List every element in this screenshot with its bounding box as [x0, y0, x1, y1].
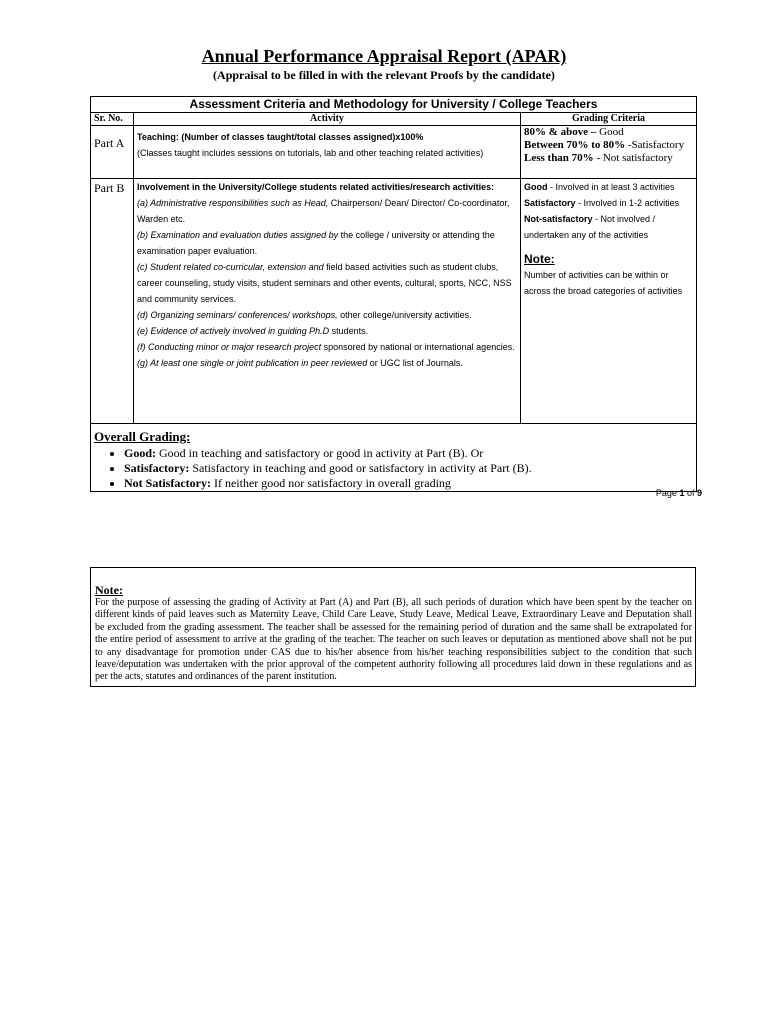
grade-line: 80% & above – Good [524, 126, 624, 138]
part-a-teaching-formula: Teaching: (Number of classes taught/total classes assigned)x100% [137, 132, 424, 142]
page-number: Page 1 of 9 [655, 488, 702, 498]
list-item: (g) At least one single or joint publication in peer reviewed or UGC list of Journals. [137, 358, 463, 368]
list-item: • Not Satisfactory: If neither good nor satisfactory in overall grading [124, 476, 693, 491]
part-b-note-heading: Note: [524, 252, 555, 266]
assessment-table [90, 96, 697, 492]
part-a-grading [521, 126, 697, 179]
part-b-activity [134, 179, 521, 424]
table-title: Assessment Criteria and Methodology for University / College Teachers [91, 97, 697, 113]
grade-line: Less than 70% - Not satisfactory [524, 152, 673, 164]
part-b-label: Part B [91, 179, 134, 424]
column-header-activity: Activity [134, 113, 521, 126]
grade-line: Between 70% to 80% -Satisfactory [524, 139, 685, 151]
column-header-sr-no: Sr. No. [91, 113, 134, 126]
note-body: For the purpose of assessing the grading of Activity at Part (A) and Part (B), all such periods of duration which have been spent by the teacher on different kinds of paid leaves such as Maternity Leave, Child Care Leave, Study Leave, Medical Leave, Extraordinary Leave and Deputation shall be excluded from the grading assessment. The teacher shall be assessed for the remaining period of duration and the same shall be extrapolated for the entire period of assessment to arrive at the grading of the teacher. The teacher on such leaves or deputation as mentioned above shall not be put to any disadvantage for promotion under CAS due to his/her absence from his/her teaching responsibilities subject to the condition that such leave/deputation was undertaken with the prior approval of the competent authority following all procedures laid down in these regulations and as per the acts, statutes and ordinances of the parent institution. [95, 597, 692, 683]
note-box [90, 567, 696, 687]
note-heading: Note: [95, 583, 123, 597]
column-header-grading: Grading Criteria [521, 113, 697, 126]
part-b-intro: Involvement in the University/College students related activities/research activities: [137, 182, 495, 192]
part-a-teaching-note: (Classes taught includes sessions on tutorials, lab and other teaching related activities) [137, 148, 484, 158]
list-item: (c) Student related co-curricular, extension and field based activities such as student clubs, career counseling, study visits, student seminars and other events, cultural, sports, NCC, NSS and community services. [137, 262, 512, 304]
grade-line: Not-satisfactory - Not involved / undertaken any of the activities [524, 214, 656, 240]
page-title: Annual Performance Appraisal Report (APAR) [201, 46, 567, 66]
overall-grading-title: Overall Grading: [94, 429, 191, 444]
list-item: • Satisfactory: Satisfactory in teaching and good or satisfactory in activity at Part (B). [124, 461, 693, 476]
grade-line: Good - Involved in at least 3 activities [524, 182, 675, 192]
grade-line: Satisfactory - Involved in 1-2 activities [524, 198, 680, 208]
list-item: (b) Examination and evaluation duties assigned by the college / university or attending the examination paper evaluation. [137, 230, 495, 256]
overall-grading [91, 424, 697, 492]
part-a-activity [134, 126, 521, 179]
part-b-grading [521, 179, 697, 424]
page-subtitle: (Appraisal to be filled in with the relevant Proofs by the candidate) [213, 68, 555, 82]
list-item: • Good: Good in teaching and satisfactory or good in activity at Part (B). Or [124, 446, 693, 461]
part-b-note-text: Number of activities can be within or across the broad categories of activities [524, 270, 683, 296]
list-item: (a) Administrative responsibilities such as Head, Chairperson/ Dean/ Director/ Co-coordinator, Warden etc. [137, 198, 510, 224]
part-a-label: Part A [91, 126, 134, 179]
list-item: (e) Evidence of actively involved in guiding Ph.D students. [137, 326, 369, 336]
list-item: (f) Conducting minor or major research project sponsored by national or international agencies. [137, 342, 515, 352]
list-item: (d) Organizing seminars/ conferences/ workshops, other college/university activities. [137, 310, 472, 320]
